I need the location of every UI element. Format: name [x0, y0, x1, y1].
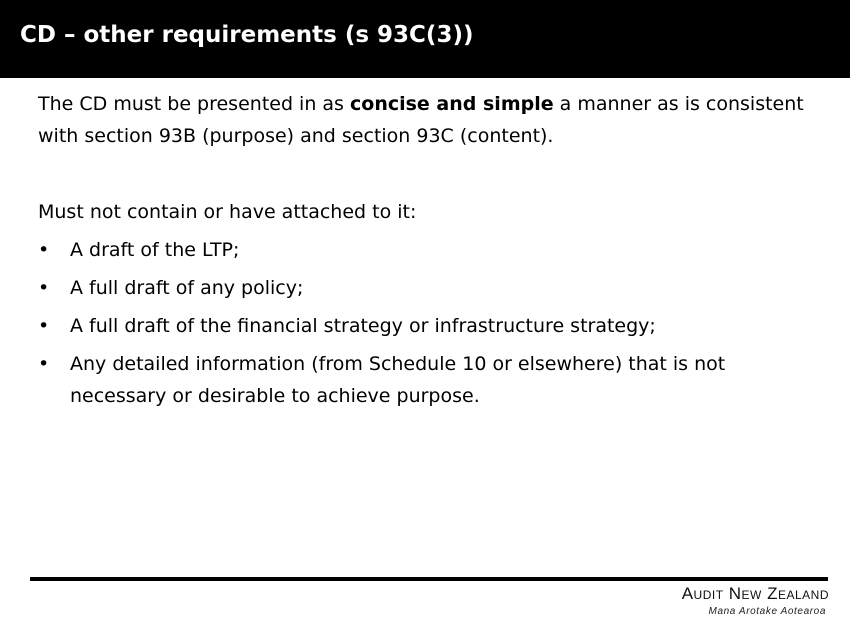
- bullet-icon: •: [38, 315, 50, 337]
- list-item: [38, 348, 818, 412]
- paragraph-spacer: [38, 152, 818, 196]
- intro-text-start: The CD must be presented in as: [38, 93, 350, 115]
- intro-text-end: a manner as is consistent with section 93B (purpose) and section 93C (content).: [38, 93, 804, 147]
- requirements-lead: Must not contain or have attached to it:: [38, 201, 417, 223]
- logo-tagline: Mana Arotake Aotearoa: [708, 606, 826, 617]
- title-bar: [0, 0, 850, 78]
- intro-paragraph: [38, 88, 818, 152]
- list-item-text: Any detailed information (from Schedule 10 or elsewhere) that is not necessary or desirable to achieve purpose.: [70, 353, 726, 407]
- intro-bold-phrase: concise and simple: [350, 93, 554, 115]
- list-item: [38, 272, 818, 304]
- audit-nz-logo: Audit New Zealand: [681, 584, 829, 603]
- slide-content: [38, 88, 818, 418]
- list-item-text: A draft of the LTP;: [70, 239, 240, 261]
- list-item: [38, 234, 818, 266]
- list-item-text: A full draft of any policy;: [70, 277, 304, 299]
- list-item-text: A full draft of the financial strategy or infrastructure strategy;: [70, 315, 656, 337]
- bullet-icon: •: [38, 353, 50, 375]
- footer-divider: [30, 577, 828, 581]
- bullet-icon: •: [38, 277, 50, 299]
- bullet-icon: •: [38, 239, 50, 261]
- list-item: [38, 310, 818, 342]
- requirements-list: [38, 234, 818, 412]
- slide-title: CD – other requirements (s 93C(3)): [20, 22, 474, 48]
